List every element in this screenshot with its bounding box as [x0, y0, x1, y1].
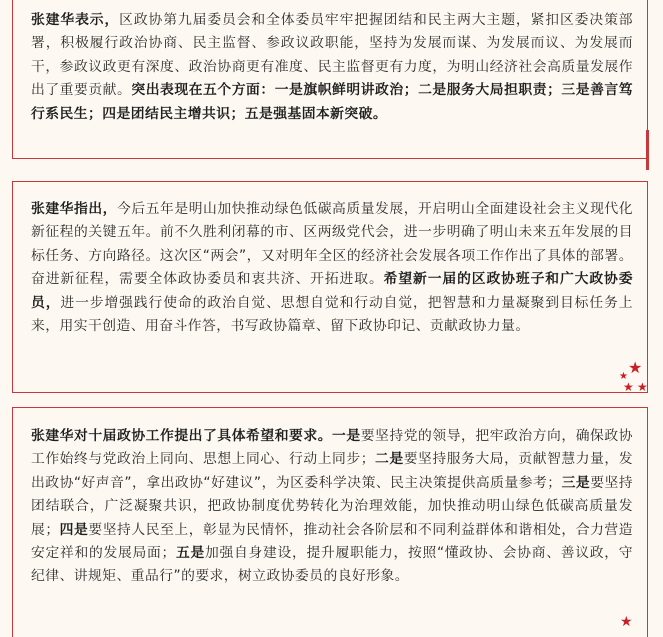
section-paragraph: [31, 198, 633, 338]
star-icon: ★: [637, 380, 648, 394]
text-run: 二是: [374, 451, 404, 468]
text-run: 今后五年是明山加快推动绿色低碳高质量发展，开启明山全面建设社会主义现代化新征程的关键五年。前不久胜利闭幕的市、区两级党代会，进一步明确了明山未来五年发展的目标任务、方向路径。这次区“两会”，又对明年全区的经济社会发展各项工作作出了具体的部署。奋进新征程，需要全体政协委员和衷共济、开拓进取。: [31, 201, 633, 288]
text-run: 突出表现在五个方面：一是旗帜鲜明讲政治；二是服务大局担职责；三是善言笃行系民生；四是团结民主增共识；五是强基固本新突破。: [31, 82, 634, 122]
star-icon: ★: [619, 371, 628, 382]
star-icon: ★: [620, 614, 633, 630]
text-run: 张建华对十届政协工作提出了具体希望和要求。一是: [31, 428, 361, 444]
section-outlook-box: [12, 181, 648, 393]
text-run: 五是: [175, 545, 205, 562]
section-paragraph: [31, 9, 633, 126]
text-run: 要坚持团结联合，广泛凝聚共识，把政协制度优势转化为治理效能，加快推动明山绿色低碳高质量发展；: [31, 474, 634, 538]
text-run: 要坚持人民至上，彰显为民情怀，推动社会各阶层和不同利益群体和谐相处，合力营造安定祥和的发展局面；: [31, 521, 633, 562]
text-run: 区政协第九届委员会和全体委员牢牢把握团结和民主两大主题，紧扣区委决策部署，积极履行政治协商、民主监督、参政议政职能，坚持为发展而谋、为发展而议、为发展而干，参政议政更有深度、政治协商更有准度、民主监督更有力度，为明山经济社会高质量发展作出了重要贡献。: [31, 12, 634, 99]
text-run: 三是: [561, 474, 591, 491]
section-requirements-box: [12, 407, 648, 637]
text-run: 要坚持服务大局，贡献智慧力量，发出政协“好声音”，拿出政协“好建议”，为区委科学决策、民主决策提供高质量参考；: [31, 451, 633, 491]
text-run: 张建华表示，: [31, 12, 120, 28]
text-run: 希望新一届的区政协班子和广大政协委员，: [31, 271, 633, 311]
text-run: 加强自身建设，提升履职能力，按照“懂政协、会协商、善议政，守纪律、讲规矩、重品行”的要求，树立政协委员的良好形象。: [31, 545, 634, 585]
star-icon: ★: [623, 380, 634, 394]
text-run: 四是: [59, 521, 89, 538]
text-run: 张建华指出，: [31, 201, 118, 217]
text-run: 要坚持党的领导，把牢政治方向，确保政协工作始终与党政治上同向、思想上同心、行动上同步；: [31, 428, 633, 468]
section-summary-box: [12, 0, 648, 159]
section-paragraph: [31, 425, 633, 589]
accent-bar: [646, 130, 649, 170]
text-run: 进一步增强践行使命的政治自觉、思想自觉和行动自觉，把智慧和力量凝聚到目标任务上来，用实干创造、用奋斗作答，书写政协篇章、留下政协印记、贡献政协力量。: [31, 294, 633, 335]
star-icon: ★: [628, 358, 643, 377]
